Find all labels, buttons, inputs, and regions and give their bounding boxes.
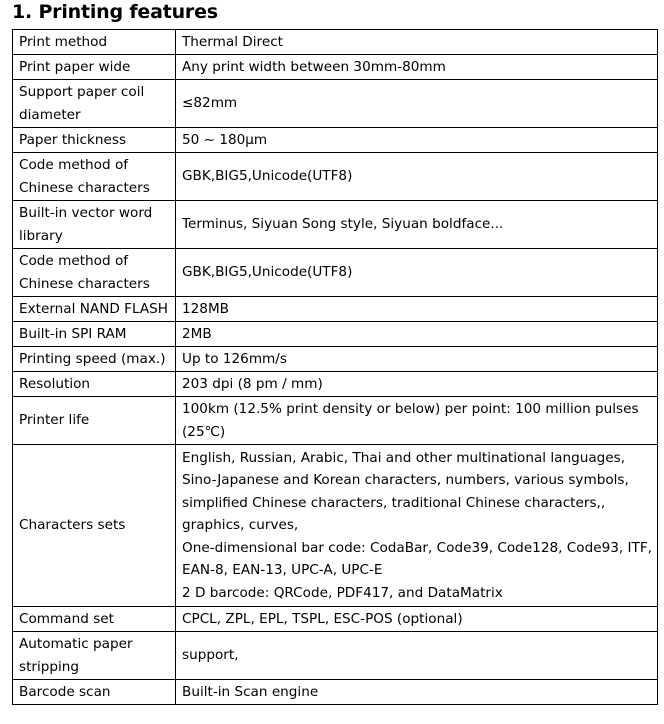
spec-row — [13, 680, 658, 705]
spec-row — [13, 128, 658, 153]
spec-key-line: library — [19, 227, 63, 244]
spec-value — [176, 55, 658, 80]
spec-value-line: 2MB — [182, 325, 212, 342]
spec-key — [13, 397, 176, 445]
spec-key-line: Printing speed (max.) — [19, 350, 166, 367]
spec-value-line: EAN-8, EAN-13, UPC-A, UPC-E — [182, 562, 383, 579]
spec-key — [13, 445, 176, 607]
spec-value-line: CPCL, ZPL, EPL, TSPL, ESC-POS (optional) — [182, 610, 463, 627]
spec-value — [176, 372, 658, 397]
spec-row — [13, 201, 658, 249]
spec-row — [13, 632, 658, 680]
spec-value-line: support, — [182, 647, 239, 664]
spec-value-line: GBK,BIG5,Unicode(UTF8) — [182, 264, 353, 281]
spec-value-line: Terminus, Siyuan Song style, Siyuan boldface... — [182, 216, 504, 233]
spec-key-line: Code method of — [19, 157, 129, 173]
spec-key — [13, 128, 176, 153]
spec-value — [176, 80, 658, 128]
spec-value — [176, 297, 658, 322]
section-title: 1. Printing features — [12, 1, 218, 23]
spec-key-line: diameter — [19, 106, 81, 123]
spec-table — [12, 29, 658, 705]
spec-key — [13, 372, 176, 397]
spec-row — [13, 445, 658, 607]
spec-row — [13, 607, 658, 632]
spec-value — [176, 201, 658, 249]
spec-value — [176, 128, 658, 153]
spec-key — [13, 347, 176, 372]
spec-value — [176, 607, 658, 632]
spec-key-line: Print paper wide — [19, 58, 131, 75]
spec-value-line: GBK,BIG5,Unicode(UTF8) — [182, 168, 353, 185]
spec-value-line: 128MB — [182, 300, 230, 317]
spec-key-line: Chinese characters — [19, 179, 150, 196]
spec-key — [13, 201, 176, 249]
spec-row — [13, 322, 658, 347]
spec-key-line: Automatic paper — [19, 636, 133, 652]
spec-key-line: Code method of — [19, 253, 129, 269]
spec-key-line: Resolution — [19, 375, 91, 392]
spec-row — [13, 297, 658, 322]
spec-value-line: 50 ~ 180μm — [182, 131, 268, 148]
spec-key — [13, 153, 176, 201]
spec-value-line: graphics, curves, — [182, 517, 299, 534]
spec-value-line: One-dimensional bar code: CodaBar, Code39, Code128, Code93, ITF, — [182, 539, 652, 556]
spec-row — [13, 397, 658, 445]
spec-key-line: Built-in vector word — [19, 205, 153, 221]
spec-key-line: Paper thickness — [19, 131, 127, 148]
spec-row — [13, 372, 658, 397]
spec-value-line: (25℃) — [182, 423, 226, 440]
spec-key-line: Barcode scan — [19, 683, 111, 700]
spec-value-line: Thermal Direct — [182, 33, 284, 50]
spec-key — [13, 680, 176, 705]
spec-value — [176, 347, 658, 372]
spec-value — [176, 322, 658, 347]
spec-key-line: Print method — [19, 33, 108, 50]
spec-value-line: simplified Chinese characters, traditional Chinese characters,, — [182, 494, 606, 511]
spec-value-line: Built-in Scan engine — [182, 683, 319, 700]
spec-key — [13, 30, 176, 55]
spec-key-line: stripping — [19, 658, 80, 675]
spec-value-line: English, Russian, Arabic, Thai and other multinational languages, — [182, 449, 626, 466]
spec-key-line: External NAND FLASH — [19, 300, 169, 317]
spec-value — [176, 680, 658, 705]
spec-key-line: Characters sets — [19, 517, 126, 534]
spec-row — [13, 347, 658, 372]
spec-key-line: Support paper coil — [19, 84, 145, 100]
spec-key — [13, 632, 176, 680]
spec-key — [13, 80, 176, 128]
spec-value-line: ≤82mm — [182, 95, 238, 112]
spec-key — [13, 249, 176, 297]
spec-key — [13, 297, 176, 322]
spec-value — [176, 153, 658, 201]
spec-row — [13, 153, 658, 201]
spec-key — [13, 607, 176, 632]
spec-value-line: 203 dpi (8 pm / mm) — [182, 375, 323, 392]
spec-key — [13, 55, 176, 80]
spec-value-line: 100km (12.5% print density or below) per point: 100 million pulses — [182, 401, 639, 417]
spec-row — [13, 55, 658, 80]
spec-value-line: 2 D barcode: QRCode, PDF417, and DataMatrix — [182, 584, 503, 601]
spec-key-line: Built-in SPI RAM — [19, 325, 127, 342]
spec-key-line: Command set — [19, 610, 114, 627]
spec-value — [176, 397, 658, 445]
spec-value-line: Up to 126mm/s — [182, 350, 287, 367]
spec-row — [13, 80, 658, 128]
spec-row — [13, 249, 658, 297]
spec-value — [176, 30, 658, 55]
spec-key-line: Printer life — [19, 412, 90, 429]
spec-value — [176, 249, 658, 297]
spec-value-line: Sino-Japanese and Korean characters, numbers, various symbols, — [182, 472, 629, 489]
spec-value-line: Any print width between 30mm-80mm — [182, 58, 446, 75]
spec-value — [176, 445, 658, 607]
spec-row — [13, 30, 658, 55]
spec-value — [176, 632, 658, 680]
spec-key — [13, 322, 176, 347]
spec-key-line: Chinese characters — [19, 275, 150, 292]
